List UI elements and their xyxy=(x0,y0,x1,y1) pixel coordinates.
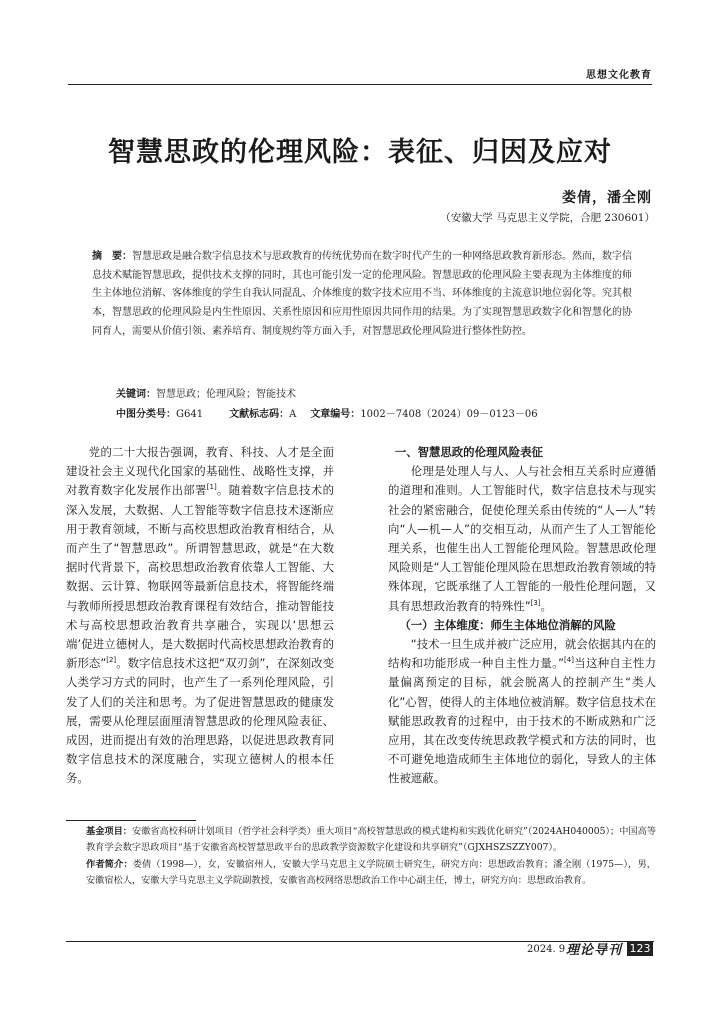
classification-line xyxy=(116,405,538,420)
section-heading: 一、智慧思政的伦理风险表征 xyxy=(394,445,543,459)
fund-note: 基金项目：安徽省高校科研计划项目（哲学社会科学类）重大项目“高校智慧思政的模式建构和实践优化研究”（2024AH040005）；中国高等教育学会数字思政项目“基于安徽省高校智慧思政平台的思政教学资源数字化建设和共享研究”（GJXHSZSZZY007）。 xyxy=(86,826,657,854)
abstract xyxy=(92,248,632,342)
footnote-rule xyxy=(66,820,196,821)
clc-label: 中图分类号： xyxy=(116,409,176,420)
citation-ref[interactable]: [3] xyxy=(530,598,541,607)
doc-code-value: A xyxy=(289,409,297,420)
keywords-text: 智慧思政；伦理风险；智能技术 xyxy=(156,389,296,400)
issue-date: 2024. 9 xyxy=(527,944,566,955)
citation-ref[interactable]: [2] xyxy=(106,656,117,665)
article-number-value: 1002－7408（2024）09－0123－06 xyxy=(360,409,538,420)
journal-name: 理论导刊 xyxy=(566,943,623,958)
doc-code-label: 文献标志码： xyxy=(229,409,290,420)
body-paragraph: “技术一旦生成并被广泛应用，就会依据其内在的结构和功能形成一种自主性力量。”[4]当这种自主性力量偏离预定的目标，就会脱离人的控制产生“类人化”心智，使得人的主体地位被消解。数字信息技术在赋能思政教育的过程中，由于技术的不断成熟和广泛应用，其在改变传统思政教学模式和方法的同时，也不可避免地造成师生主体地位的弱化，导致人的主体性被遮蔽。 xyxy=(388,637,656,786)
article-number-label: 文章编号： xyxy=(310,409,361,420)
clc-value: G641 xyxy=(176,409,204,420)
abstract-label: 摘 要： xyxy=(92,251,132,262)
body-left-column xyxy=(66,443,334,789)
section-tag: 思想文化教育 xyxy=(586,70,652,81)
body-right-column xyxy=(388,443,656,789)
footnotes xyxy=(86,824,656,889)
page-number: 123 xyxy=(627,941,653,956)
citation-ref[interactable]: [4] xyxy=(564,656,574,665)
abstract-text: 智慧思政是融合数字信息技术与思政教育的传统优势而在数字时代产生的一种网络思政教育新形态。然而，数字信息技术赋能智慧思政，提供技术支撑的同时，其也可能引发一定的伦理风险。智慧思政的伦理风险主要表现为主体维度的师生主体地位消解、客体维度的学生自我认同混乱、介体维度的数字技术应用不当、环体维度的主流意识地位弱化等。究其根本，智慧思政的伦理风险是内生性原因、关系性原因和应用性原因共同作用的结果。为了实现智慧思政数字化和智慧化的协同育人，需要从价值引领、素养培育、制度规约等方面入手，对智慧思政伦理风险进行整体性防控。 xyxy=(92,251,632,337)
authors: 娄倩，潘全刚 xyxy=(562,190,652,206)
keywords xyxy=(116,385,296,400)
body-paragraph: 伦理是处理人与人、人与社会相互关系时应遵循的道理和准则。人工智能时代，数字信息技术与现实社会的紧密融合，促使伦理关系由传统的“人—人”转向“人—机—人”的交相互动，从而产生了人工智能伦理关系，也催生出人工智能伦理风险。智慧思政伦理风险则是“人工智能伦理风险在思想政治教育领域的特殊体现，它既承继了人工智能的一般性伦理问题，又具有思想政治教育的特殊性”[3]。 xyxy=(388,464,656,613)
affiliation: （安徽大学 马克思主义学院，合肥 230601） xyxy=(440,212,655,224)
author-bio: 作者简介：娄倩（1998—），女，安徽宿州人，安徽大学马克思主义学院硕士研究生，研究方向：思想政治教育；潘全刚（1975—），男，安徽宿松人，安徽大学马克思主义学院副教授，安徽省高校网络思想政治工作中心副主任，博士，研究方向：思想政治教育。 xyxy=(86,858,656,886)
article-title: 智慧思政的伦理风险：表征、归因及应对 xyxy=(108,137,612,168)
body-paragraph: 党的二十大报告强调，教育、科技、人才是全面建设社会主义现代化国家的基础性、战略性支撑，并对教育数字化发展作出部署[1]。随着数字信息技术的深入发展，大数据、人工智能等数字信息技术逐渐应用于教育领域，不断与高校思想政治教育相结合，从而产生了“智慧思政”。所谓智慧思政，就是“在大数据时代背景下，高校思想政治教育依靠人工智能、大数据、云计算、物联网等最新信息技术，将智能终端与教师所授思想政治教育课程有效结合，推动智能技术与高校思想政治教育共享融合，实现以‘思想云端’促进立德树人，是大数据时代高校思想政治教育的新形态”[2]。数字信息技术这把“双刃剑”，在深刻改变人类学习方式的同时，也产生了一系列伦理风险，引发了人们的关注和思考。为了促进智慧思政的健康发展，需要从伦理层面厘清智慧思政的伦理风险表征、成因，进而提出有效的治理思路，以促进思政教育同数字信息技术的深度融合，实现立德树人的根本任务。 xyxy=(66,445,334,786)
subsection-heading: （一）主体维度：师生主体地位消解的风险 xyxy=(399,617,616,632)
header-rule xyxy=(68,84,652,85)
citation-ref[interactable]: [1] xyxy=(206,483,217,492)
keywords-label: 关键词： xyxy=(116,389,156,400)
